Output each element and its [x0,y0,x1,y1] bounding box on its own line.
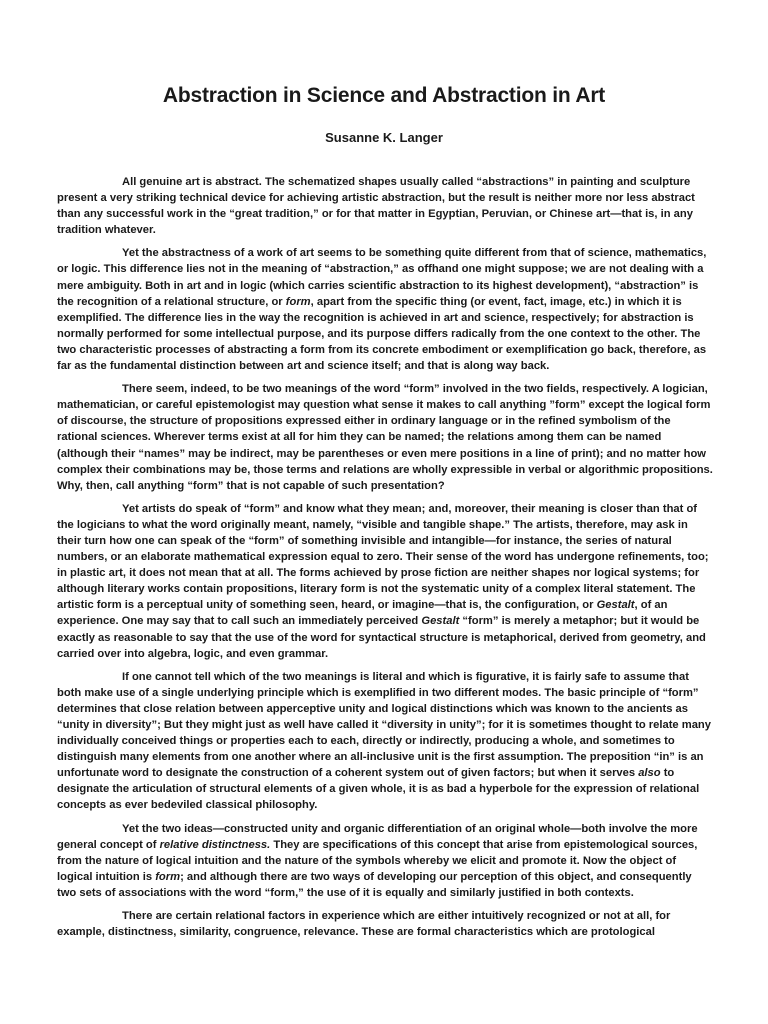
paragraph [57,908,713,940]
paragraph [57,381,713,494]
italic-text: Gestalt [596,599,635,612]
italic-text: relative distinctness. [159,838,271,851]
text-run: to designate the articulation of structural elements of a given whole, it is as bad a hyperbole for the expression of relational concepts as ever bedeviled classical philosophy. [57,767,700,812]
italic-text: form [155,870,181,883]
document-title: Abstraction in Science and Abstraction in Art [162,84,606,107]
italic-text: form [285,295,311,308]
text-run: , of an experience. One may say that to call such an immediately perceived [57,599,668,628]
author-name: Susanne K. Langer [325,130,443,145]
text-run: Yet the two ideas—constructed unity and organic differentiation of an original whole—both involve the more general concept of [57,822,698,851]
text-run: , apart from the specific thing (or event, fact, image, etc.) in which it is exemplified. The difference lies in the way the recognition is achieved in art and science, respectively; for abstraction is normally performed for some intellectual purpose, and its purpose differs radically from the one context to the other. The two characteristic processes of abstracting a form from its concrete embodiment or exemplification go back, therefore, as far as the fundamental distinction between art and science itself; and that is along way back. [57,295,707,373]
text-run: If one cannot tell which of the two meanings is literal and which is figurative, it is fairly safe to assume that both make use of a single underlying principle which is exemplified in two different modes. The basic principle of “form” determines that close relation between apperceptive unity and logical distinctions which was known to the ancients as “unity in diversity”; But they might just as well have called it “diversity in unity”; for it is sometimes thought to relate many individually conceived things or properties each to each, directly or indirectly, producing a whole, and sometimes to distinguish many elements from one another where an all-inclusive unit is the first assumption. The preposition “in” is an unfortunate word to designate the construction of a coherent system out of given factors; but when it serves [57,670,711,780]
text-run: ; and although there are two ways of developing our perception of this object, and consequently two sets of associations with the word “form,” the use of it is equally and similarly justified in both contexts. [57,870,692,899]
text-run: There are certain relational factors in experience which are either intuitively recognized or not at all, for example, distinctness, similarity, congruence, relevance. These are formal characteristics which are protological [57,910,671,939]
paragraph [57,501,713,662]
text-run: There seem, indeed, to be two meanings of the word “form” involved in the two fields, respectively. A logician, mathematician, or careful epistemologist may question what sense it makes to call anything ”form” except the logical form of discourse, the structure of propositions expressed either in ordinary language or in the refined symbolism of the rational sciences. Wherever terms exist at all for him they can be named; the relations among them can be named (although their “names” may be indirect, may be parentheses or even mere positions in a line of print); and no matter how complex their combinations may be, those terms and relations are wholly expressible in verbal or algorithmic propositions. Why, then, call anything “form” that is not capable of such presentation? [57,383,713,492]
italic-text: Gestalt [421,615,460,628]
paragraph [57,174,713,238]
text-run: They are specifications of this concept that arise from epistemological sources, from the nature of logical intuition and the nature of the symbols whereby we elicit and promote it. Now the object of logical intuition is [57,838,698,883]
document-body [57,174,713,947]
paragraph [57,669,713,814]
text-run: Yet the abstractness of a work of art seems to be something quite different from that of science, mathematics, or logic. This difference lies not in the meaning of “abstraction,” as offhand one might suppose; we are not dealing with a mere ambiguity. Both in art and in logic (which carries scientific abstraction to its highest development), “abstraction” is the recognition of a relational structure, or [57,247,707,308]
paragraph [57,821,713,901]
paragraph [57,245,713,374]
text-run: Yet artists do speak of “form” and know what they mean; and, moreover, their meaning is closer than that of the logicians to what the word originally meant, namely, “visible and tangible shape.” The artists, therefore, may ask in their turn how one can speak of the “form” of something invisible and intangible—for instance, the series of natural numbers, or an elaborate mathematical expression equal to zero. Their sense of the word has undergone refinements, too; in plastic art, it does not mean that at all. The forms achieved by prose fiction are neither shapes nor logical systems; for although literary works contain propositions, literary form is not the systematic unity of a complex literal statement. The artistic form is a perceptual unity of something seen, heard, or imagine—that is, the configuration, or [57,502,709,612]
text-run: All genuine art is abstract. The schematized shapes usually called “abstractions” in painting and sculpture present a very striking technical device for achieving artistic abstraction, but the result is neither more nor less abstract than any successful work in the “great tradition,” or for that matter in Egyptian, Peruvian, or Chinese art—that is, in any tradition whatever. [57,176,695,237]
text-run: “form” is merely a metaphor; but it would be exactly as reasonable to say that the use of the word for syntactical structure is metaphorical, derived from geometry, and carried over into algebra, logic, and even grammar. [57,615,706,660]
italic-text: also [638,767,661,780]
